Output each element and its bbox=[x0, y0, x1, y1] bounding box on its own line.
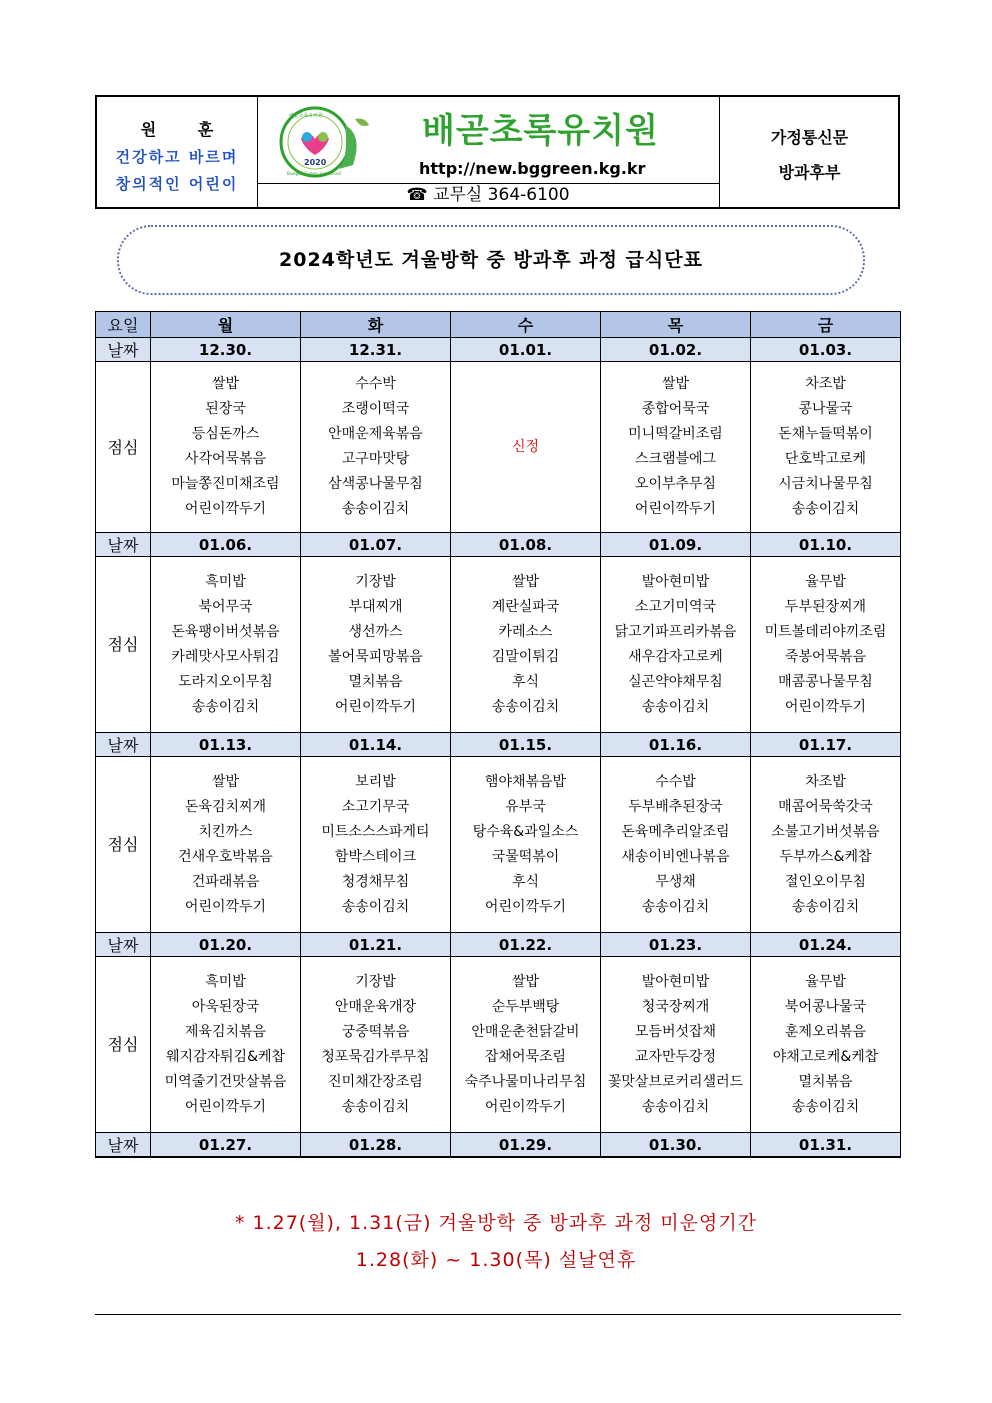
menu-item: 어린이깍두기 bbox=[634, 501, 717, 517]
menu-item: 사각어묵볶음 bbox=[184, 451, 267, 467]
school-info-cell bbox=[257, 97, 719, 207]
menu-item: 청포묵김가루무침 bbox=[321, 1048, 430, 1065]
lunch-label: 점심 bbox=[96, 757, 151, 933]
menu-item: 신정 bbox=[511, 438, 540, 455]
menu-item: 수수박 bbox=[355, 376, 396, 392]
menu-item: 미역줄기건맛살볶음 bbox=[164, 1073, 287, 1090]
menu-item: 기장밥 bbox=[355, 973, 396, 990]
date-cell: 01.29. bbox=[451, 1133, 601, 1158]
menu-item: 꽃맛살브로커리샐러드 bbox=[607, 1073, 744, 1090]
menu-cell bbox=[451, 362, 601, 533]
menu-item: 어린이깍두기 bbox=[484, 1098, 567, 1115]
date-cell: 01.23. bbox=[601, 933, 751, 957]
date-row bbox=[96, 933, 901, 957]
menu-item: 실곤약야채무침 bbox=[628, 673, 723, 690]
menu-item: 청경채무침 bbox=[341, 873, 410, 890]
menu-item: 쌀밥 bbox=[661, 376, 690, 392]
newsletter-cell bbox=[719, 97, 899, 207]
menu-item: 절인오이무침 bbox=[784, 873, 867, 890]
lunch-row bbox=[96, 362, 901, 533]
menu-item: 쌀밥 bbox=[511, 573, 540, 590]
menu-item: 두부까스&케찹 bbox=[779, 848, 872, 865]
menu-item: 돈채누들떡볶이 bbox=[778, 426, 873, 442]
menu-item: 매콤콩나물무침 bbox=[778, 673, 873, 690]
menu-item: 도라지오이무침 bbox=[178, 673, 273, 690]
menu-cell bbox=[751, 757, 901, 933]
menu-item: 어린이깍두기 bbox=[334, 698, 417, 715]
svg-text:2020: 2020 bbox=[304, 158, 327, 167]
date-row bbox=[96, 1133, 901, 1158]
menu-item: 유부국 bbox=[505, 798, 546, 815]
menu-item: 송송이김치 bbox=[791, 1098, 860, 1115]
menu-item: 송송이김치 bbox=[491, 698, 560, 715]
menu-item: 교자만두강정 bbox=[634, 1048, 717, 1065]
menu-item: 북어무국 bbox=[198, 598, 253, 615]
menu-item: 순두부백탕 bbox=[491, 998, 560, 1015]
menu-item: 삼색콩나물무침 bbox=[328, 476, 423, 492]
menu-item: 후식 bbox=[511, 873, 540, 890]
phone-number: ☎ 교무실 364-6100 bbox=[406, 185, 570, 205]
date-label: 날짜 bbox=[96, 933, 151, 957]
menu-item: 돈육메추리알조림 bbox=[621, 823, 730, 840]
menu-item: 조랭이떡국 bbox=[341, 401, 410, 417]
menu-cell bbox=[301, 557, 451, 733]
menu-item: 멸치볶음 bbox=[798, 1073, 853, 1090]
menu-item: 단호박고로케 bbox=[784, 451, 867, 467]
menu-item: 돈육김치찌개 bbox=[184, 798, 267, 815]
menu-item: 새우감자고로케 bbox=[628, 648, 723, 665]
motto-title: 원 훈 bbox=[140, 120, 232, 139]
date-row bbox=[96, 733, 901, 757]
menu-item: 고구마맛탕 bbox=[341, 451, 410, 467]
menu-item: 북어콩나물국 bbox=[784, 998, 867, 1015]
menu-item: 송송이김치 bbox=[341, 1098, 410, 1115]
day-label: 요일 bbox=[96, 312, 151, 338]
date-cell: 01.02. bbox=[601, 338, 751, 362]
menu-item: 부대찌개 bbox=[348, 598, 403, 615]
school-logo-icon bbox=[275, 105, 375, 179]
menu-item: 야채고로케&케찹 bbox=[772, 1048, 879, 1065]
svg-text:배곧초록유치원: 배곧초록유치원 bbox=[289, 113, 323, 119]
menu-item: 돈육팽이버섯볶음 bbox=[171, 623, 280, 640]
motto-cell bbox=[97, 97, 258, 207]
menu-item: 숙주나물미나리무침 bbox=[464, 1073, 587, 1090]
day-mon: 월 bbox=[151, 312, 301, 338]
menu-item: 훈제오리볶음 bbox=[784, 1023, 867, 1040]
menu-item: 스크램블에그 bbox=[634, 451, 717, 467]
menu-item: 소불고기버섯볶음 bbox=[771, 823, 880, 840]
day-tue: 화 bbox=[301, 312, 451, 338]
menu-item: 수수밥 bbox=[655, 773, 696, 790]
homepage-link[interactable]: http://new.bggreen.kg.kr bbox=[419, 159, 646, 178]
menu-item: 어린이깍두기 bbox=[184, 898, 267, 915]
menu-cell bbox=[751, 362, 901, 533]
menu-item: 국물떡볶이 bbox=[491, 848, 560, 865]
menu-item: 시금치나물무침 bbox=[778, 476, 873, 492]
note-holiday: 1.28(화) ~ 1.30(목) 설날연휴 bbox=[355, 1249, 637, 1271]
menu-item: 차조밥 bbox=[805, 773, 846, 790]
lunch-menu-table bbox=[95, 311, 901, 1158]
menu-item: 쌀밥 bbox=[211, 773, 240, 790]
menu-item: 매콤어묵쑥갓국 bbox=[778, 798, 873, 815]
menu-item: 흑미밥 bbox=[205, 973, 246, 990]
date-cell: 01.09. bbox=[601, 533, 751, 557]
date-cell: 01.27. bbox=[151, 1133, 301, 1158]
menu-item: 소고기미역국 bbox=[634, 598, 717, 615]
date-cell: 01.17. bbox=[751, 733, 901, 757]
menu-item: 안매운육개장 bbox=[334, 998, 417, 1015]
menu-cell bbox=[451, 757, 601, 933]
menu-item: 송송이김치 bbox=[341, 501, 410, 517]
menu-title-banner: 2024학년도 겨울방학 중 방과후 과정 급식단표 bbox=[117, 225, 865, 295]
date-label: 날짜 bbox=[96, 533, 151, 557]
date-cell: 01.15. bbox=[451, 733, 601, 757]
date-row bbox=[96, 533, 901, 557]
menu-item: 미트소스스파게티 bbox=[321, 823, 430, 840]
menu-item: 잡채어묵조림 bbox=[484, 1048, 567, 1065]
menu-cell bbox=[301, 362, 451, 533]
menu-item: 탕수육&과일소스 bbox=[472, 823, 579, 840]
menu-item: 송송이김치 bbox=[191, 698, 260, 715]
menu-item: 송송이김치 bbox=[641, 898, 710, 915]
lunch-label: 점심 bbox=[96, 557, 151, 733]
day-fri: 금 bbox=[751, 312, 901, 338]
menu-item: 어린이깍두기 bbox=[484, 898, 567, 915]
school-name: 배곧초록유치원 bbox=[422, 111, 659, 151]
menu-item: 송송이김치 bbox=[341, 898, 410, 915]
menu-item: 궁중떡볶음 bbox=[341, 1023, 410, 1040]
lunch-row bbox=[96, 957, 901, 1133]
menu-cell bbox=[301, 757, 451, 933]
lunch-row bbox=[96, 757, 901, 933]
menu-item: 흑미밥 bbox=[205, 573, 246, 590]
menu-cell bbox=[751, 557, 901, 733]
menu-item: 송송이김치 bbox=[641, 1098, 710, 1115]
menu-cell bbox=[451, 957, 601, 1133]
lunch-label: 점심 bbox=[96, 957, 151, 1133]
menu-item: 마늘쫑진미채조림 bbox=[171, 476, 280, 492]
menu-item: 발아현미밥 bbox=[641, 973, 710, 990]
menu-item: 진미채간장조림 bbox=[328, 1073, 423, 1090]
menu-item: 후식 bbox=[511, 673, 540, 690]
header-box bbox=[95, 95, 900, 209]
motto-line-1: 건강하고 바르며 bbox=[115, 148, 239, 166]
note-closed-period: * 1.27(월), 1.31(금) 겨울방학 중 방과후 과정 미운영기간 bbox=[234, 1212, 758, 1234]
footer-divider bbox=[95, 1314, 901, 1315]
menu-item: 보리밥 bbox=[355, 773, 396, 790]
date-cell: 01.08. bbox=[451, 533, 601, 557]
date-label: 날짜 bbox=[96, 338, 151, 362]
menu-item: 무생채 bbox=[655, 873, 696, 890]
date-cell: 01.01. bbox=[451, 338, 601, 362]
date-cell: 01.31. bbox=[751, 1133, 901, 1158]
date-cell: 01.13. bbox=[151, 733, 301, 757]
day-thu: 목 bbox=[601, 312, 751, 338]
menu-item: 닭고기파프리카볶음 bbox=[614, 623, 737, 640]
menu-cell bbox=[151, 557, 301, 733]
date-cell: 12.31. bbox=[301, 338, 451, 362]
date-cell: 01.10. bbox=[751, 533, 901, 557]
menu-item: 청국장찌개 bbox=[641, 998, 710, 1015]
menu-item: 웨지감자튀김&케찹 bbox=[165, 1048, 286, 1065]
newsletter-title: 가정통신문 bbox=[770, 128, 849, 147]
menu-item: 죽봉어묵볶음 bbox=[784, 648, 867, 665]
menu-item: 송송이김치 bbox=[641, 698, 710, 715]
notes bbox=[0, 1205, 992, 1279]
menu-cell bbox=[151, 362, 301, 533]
date-cell: 01.21. bbox=[301, 933, 451, 957]
date-label: 날짜 bbox=[96, 733, 151, 757]
menu-item: 오이부추무침 bbox=[634, 476, 717, 492]
menu-item: 아욱된장국 bbox=[191, 998, 260, 1015]
date-cell: 01.06. bbox=[151, 533, 301, 557]
menu-cell bbox=[301, 957, 451, 1133]
menu-cell bbox=[601, 757, 751, 933]
department-name: 방과후부 bbox=[778, 163, 841, 182]
menu-item: 카레소스 bbox=[498, 623, 553, 640]
lunch-row bbox=[96, 557, 901, 733]
menu-item: 쌀밥 bbox=[211, 376, 240, 392]
menu-item: 건파래볶음 bbox=[191, 873, 260, 890]
date-cell: 01.28. bbox=[301, 1133, 451, 1158]
menu-item: 어린이깍두기 bbox=[184, 501, 267, 517]
menu-cell bbox=[451, 557, 601, 733]
date-cell: 01.30. bbox=[601, 1133, 751, 1158]
menu-item: 콩나물국 bbox=[798, 401, 853, 417]
day-header-row bbox=[96, 312, 901, 338]
menu-item: 차조밥 bbox=[805, 376, 846, 392]
menu-item: 된장국 bbox=[205, 401, 246, 417]
menu-item: 등심돈까스 bbox=[191, 426, 260, 442]
menu-item: 송송이김치 bbox=[791, 501, 860, 517]
menu-item: 율무밥 bbox=[805, 573, 846, 590]
menu-item: 발아현미밥 bbox=[641, 573, 710, 590]
menu-item: 모듬버섯잡채 bbox=[634, 1023, 717, 1040]
lunch-label: 점심 bbox=[96, 362, 151, 533]
svg-text:Baegot Green preschool: Baegot Green preschool bbox=[287, 172, 342, 177]
date-label: 날짜 bbox=[96, 1133, 151, 1158]
menu-item: 함박스테이크 bbox=[334, 848, 417, 865]
date-row bbox=[96, 338, 901, 362]
menu-cell bbox=[751, 957, 901, 1133]
menu-item: 계란실파국 bbox=[491, 598, 560, 615]
menu-item: 치킨까스 bbox=[198, 823, 253, 840]
menu-item: 미트볼데리야끼조림 bbox=[764, 623, 887, 640]
menu-item: 볼어묵피망볶음 bbox=[328, 648, 423, 665]
date-cell: 01.14. bbox=[301, 733, 451, 757]
date-cell: 01.07. bbox=[301, 533, 451, 557]
menu-item: 어린이깍두기 bbox=[184, 1098, 267, 1115]
menu-item: 멸치볶음 bbox=[348, 673, 403, 690]
menu-item: 쌀밥 bbox=[511, 973, 540, 990]
menu-item: 송송이김치 bbox=[791, 898, 860, 915]
menu-cell bbox=[151, 957, 301, 1133]
date-cell: 01.03. bbox=[751, 338, 901, 362]
menu-item: 건새우호박볶음 bbox=[178, 848, 273, 865]
menu-item: 햄야채볶음밥 bbox=[484, 773, 567, 790]
date-cell: 01.22. bbox=[451, 933, 601, 957]
menu-item: 소고기무국 bbox=[341, 798, 410, 815]
menu-item: 카레맛사모사튀김 bbox=[171, 648, 280, 665]
menu-item: 안매운춘천닭갈비 bbox=[471, 1023, 580, 1040]
date-cell: 01.16. bbox=[601, 733, 751, 757]
menu-cell bbox=[601, 557, 751, 733]
menu-item: 기장밥 bbox=[355, 573, 396, 590]
menu-item: 종합어묵국 bbox=[641, 401, 710, 417]
menu-cell bbox=[601, 362, 751, 533]
menu-item: 김말이튀김 bbox=[491, 648, 560, 665]
menu-item: 새송이비엔나볶음 bbox=[621, 848, 730, 865]
menu-item: 두부된장찌개 bbox=[784, 598, 867, 615]
menu-item: 두부배추된장국 bbox=[628, 798, 723, 815]
day-wed: 수 bbox=[451, 312, 601, 338]
menu-item: 어린이깍두기 bbox=[784, 698, 867, 715]
menu-cell bbox=[151, 757, 301, 933]
menu-cell bbox=[601, 957, 751, 1133]
menu-item: 안매운제육볶음 bbox=[328, 426, 423, 442]
menu-item: 생선까스 bbox=[348, 623, 403, 640]
menu-item: 율무밥 bbox=[805, 973, 846, 990]
menu-item: 제육김치볶음 bbox=[184, 1023, 267, 1040]
date-cell: 01.24. bbox=[751, 933, 901, 957]
menu-item: 미니떡갈비조림 bbox=[628, 426, 723, 442]
date-cell: 01.20. bbox=[151, 933, 301, 957]
motto-line-2: 창의적인 어린이 bbox=[115, 175, 239, 193]
date-cell: 12.30. bbox=[151, 338, 301, 362]
